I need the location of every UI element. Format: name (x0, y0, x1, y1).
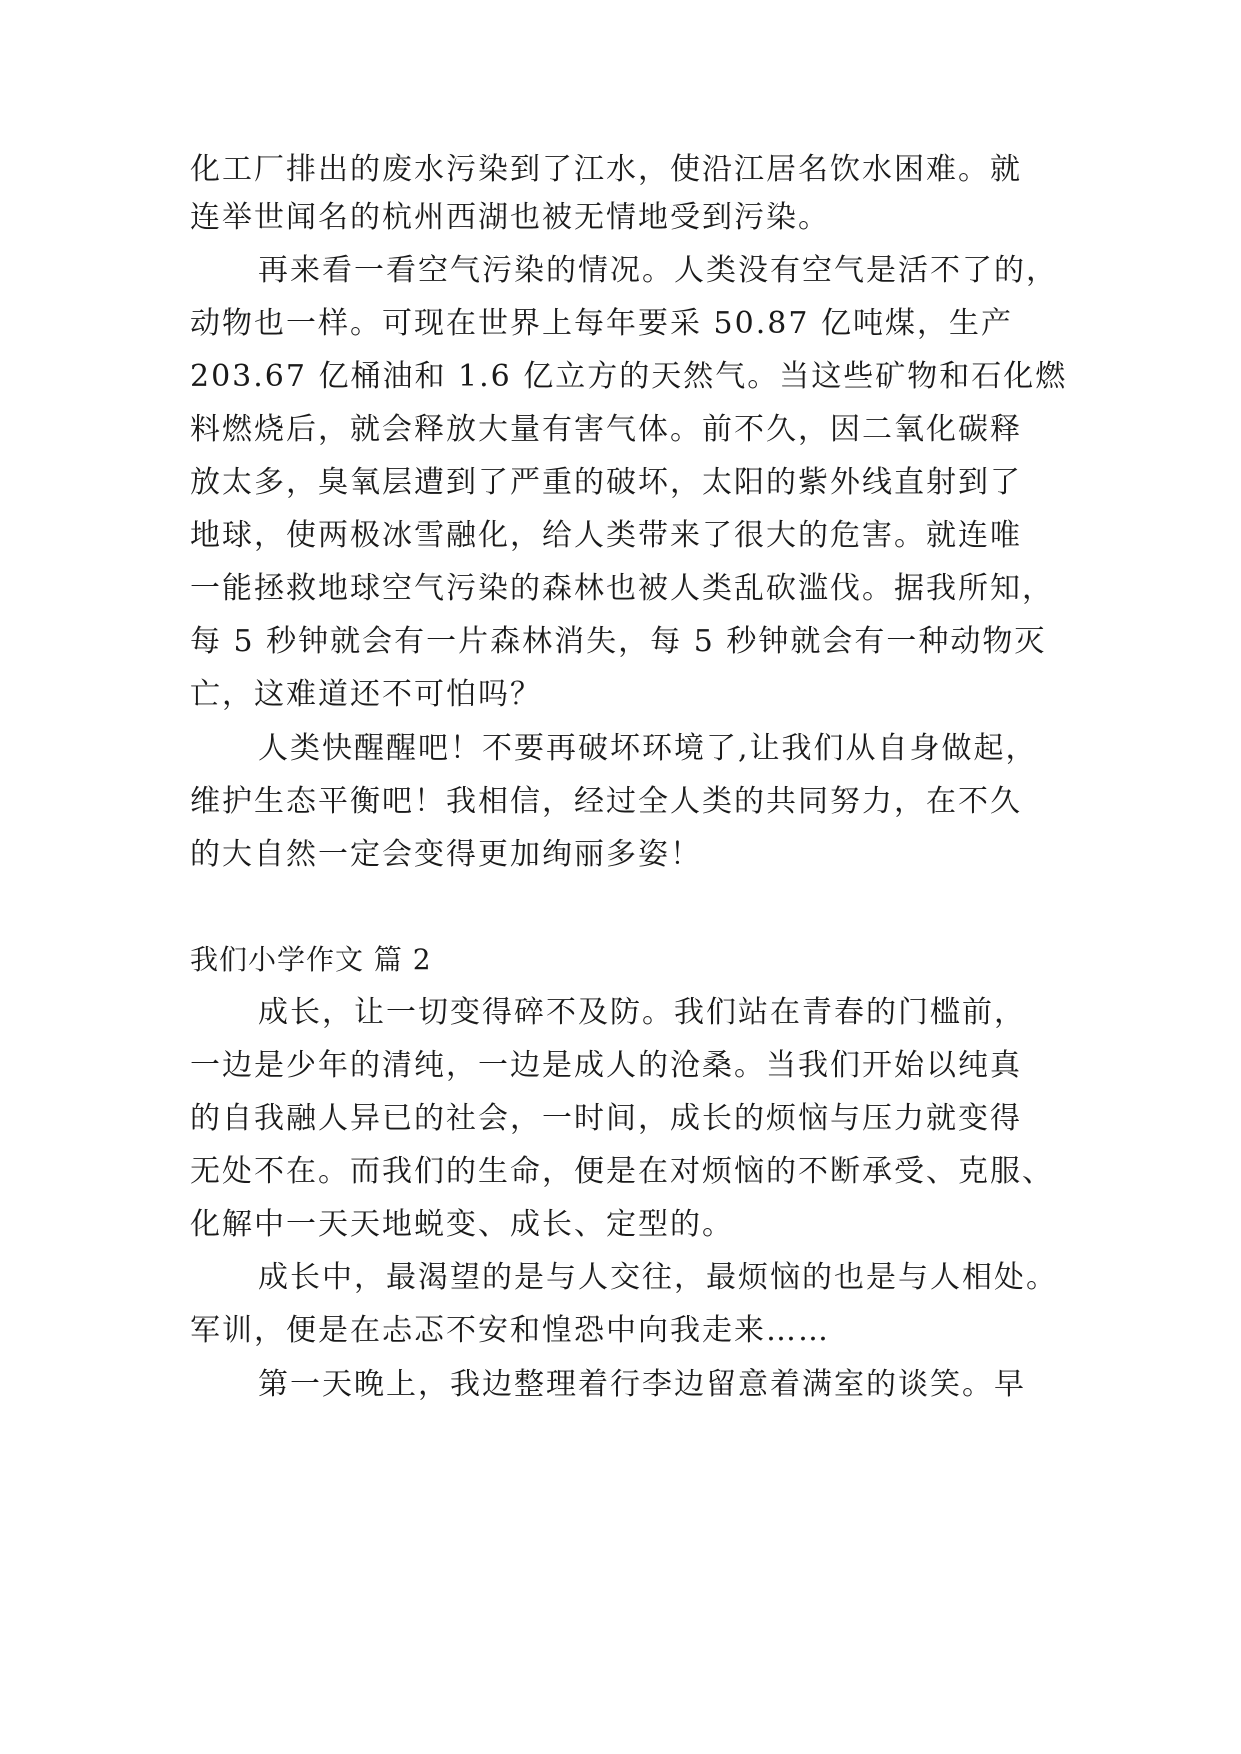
paragraph-line: 第一天晚上，我边整理着行李边留意着满室的谈笑。早 (258, 1367, 1026, 1402)
paragraph-line: 维护生态平衡吧！我相信，经过全人类的共同努力，在不久 (190, 784, 1022, 819)
paragraph-line: 化工厂排出的废水污染到了江水，使沿江居名饮水困难。就 (190, 152, 1022, 187)
paragraph-line: 的自我融人异已的社会，一时间，成长的烦恼与压力就变得 (190, 1101, 1022, 1136)
paragraph-line: 一边是少年的清纯，一边是成人的沧桑。当我们开始以纯真 (190, 1048, 1022, 1083)
paragraph-line: 放太多，臭氧层遭到了严重的破坏，太阳的紫外线直射到了 (190, 465, 1022, 500)
paragraph-line: 成长中，最渴望的是与人交往，最烦恼的也是与人相处。 (258, 1260, 1058, 1295)
paragraph-line: 连举世闻名的杭州西湖也被无情地受到污染。 (190, 200, 830, 235)
paragraph-line: 成长，让一切变得碎不及防。我们站在青春的门槛前， (258, 995, 1026, 1030)
paragraph-line: 地球，使两极冰雪融化，给人类带来了很大的危害。就连唯 (190, 518, 1022, 553)
paragraph-line: 军训，便是在忐忑不安和惶恐中向我走来…… (190, 1313, 830, 1348)
paragraph-line: 203.67 亿桶油和 1.6 亿立方的天然气。当这些矿物和石化燃 (190, 359, 1068, 394)
paragraph-line: 人类快醒醒吧！不要再破坏环境了,让我们从自身做起， (258, 731, 1038, 766)
paragraph-line: 亡，这难道还不可怕吗？ (190, 677, 542, 712)
section-heading: 我们小学作文 篇 2 (190, 943, 432, 976)
paragraph-line: 化解中一天天地蜕变、成长、定型的。 (190, 1207, 734, 1242)
paragraph-line: 的大自然一定会变得更加绚丽多姿！ (190, 837, 702, 872)
paragraph-line: 无处不在。而我们的生命，便是在对烦恼的不断承受、克服、 (190, 1154, 1054, 1189)
paragraph-line: 一能拯救地球空气污染的森林也被人类乱砍滥伐。据我所知， (190, 571, 1054, 606)
paragraph-line: 动物也一样。可现在世界上每年要采 50.87 亿吨煤，生产 (190, 306, 1013, 341)
paragraph-line: 再来看一看空气污染的情况。人类没有空气是活不了的， (258, 253, 1058, 288)
paragraph-line: 料燃烧后，就会释放大量有害气体。前不久，因二氧化碳释 (190, 412, 1022, 447)
paragraph-line: 每 5 秒钟就会有一片森林消失，每 5 秒钟就会有一种动物灭 (190, 624, 1047, 659)
